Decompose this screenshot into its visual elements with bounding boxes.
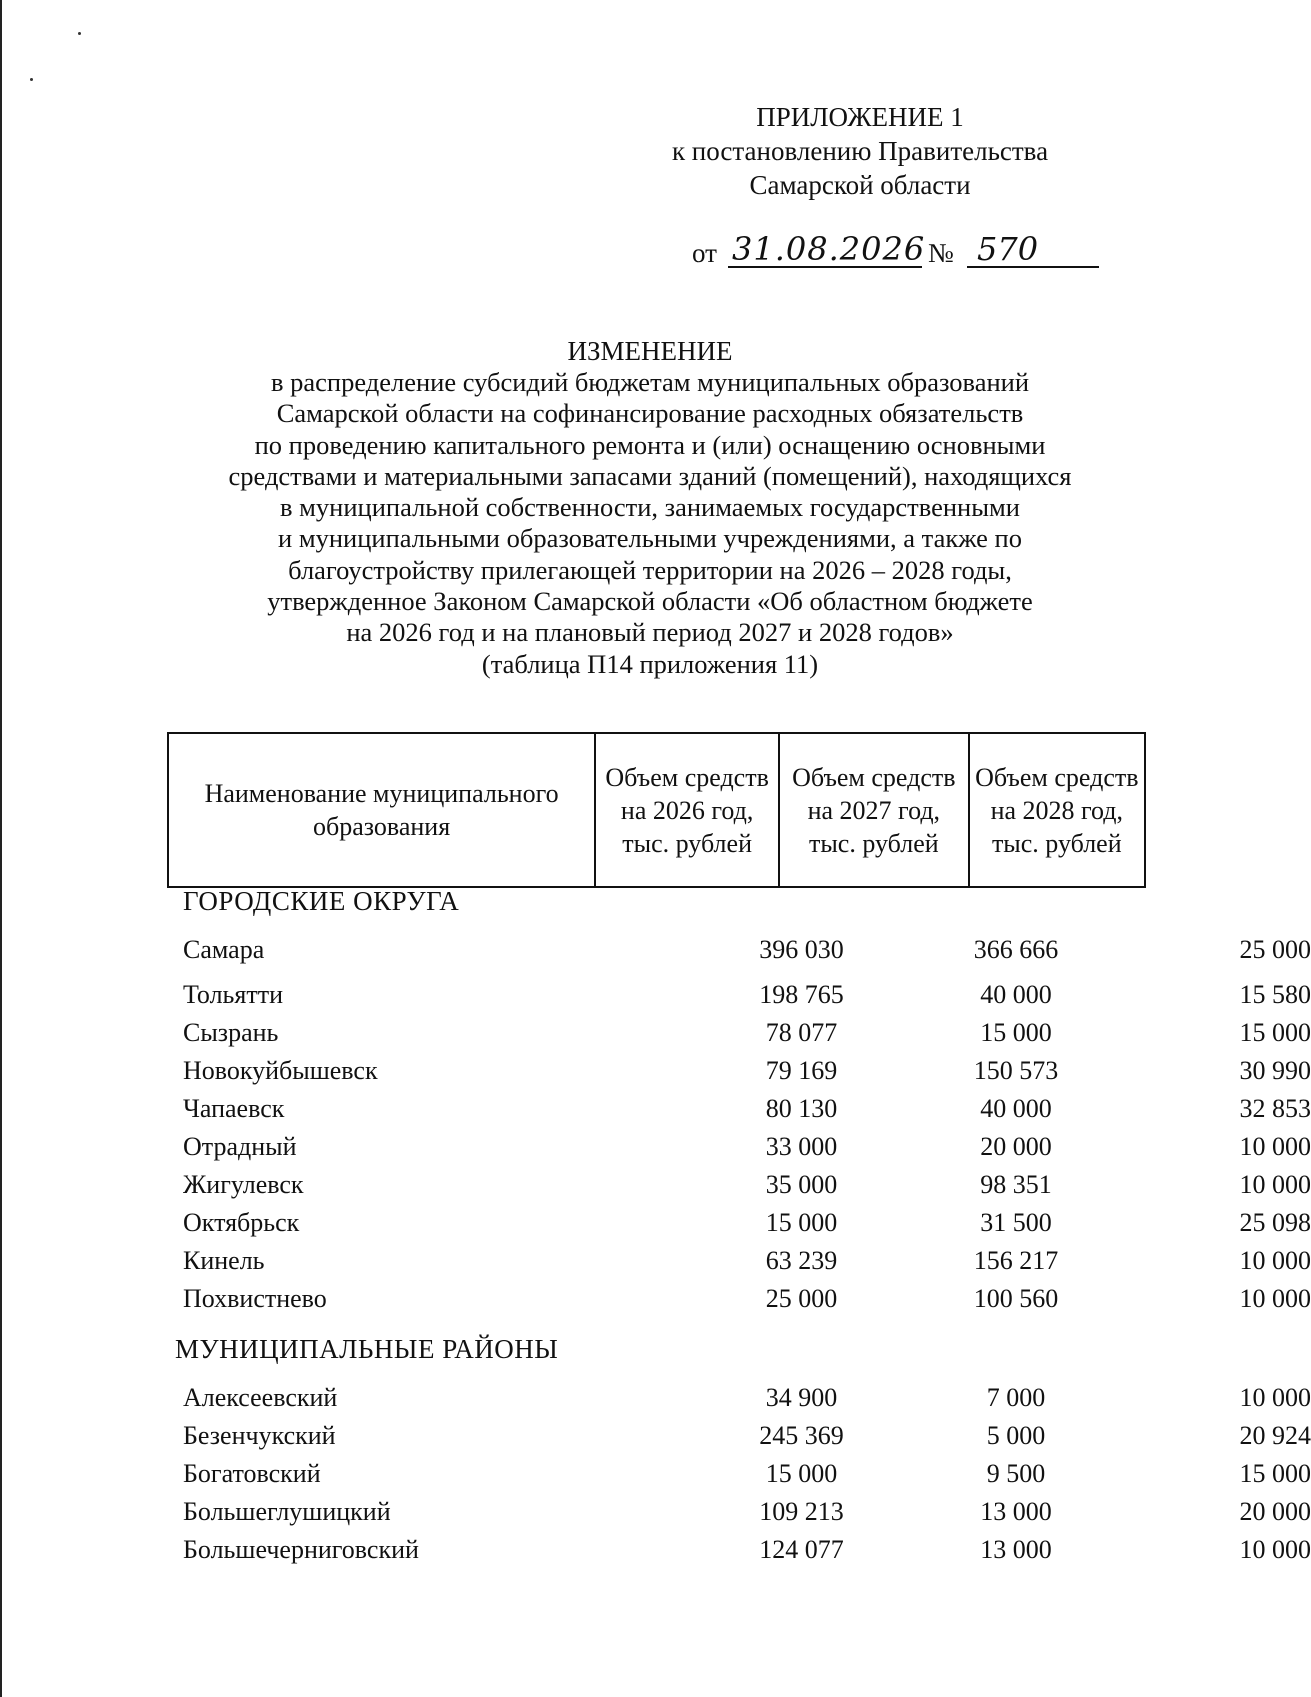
subtitle-line: утвержденное Законом Самарской области «Об областном бюджете <box>267 586 1033 617</box>
value-2026: 109 213 <box>759 1497 844 1526</box>
value-2026: 198 765 <box>759 980 844 1009</box>
municipality-name: Похвистнево <box>183 1284 327 1313</box>
table-row <box>183 1495 1311 1529</box>
appendix-title: ПРИЛОЖЕНИЕ 1 <box>756 102 964 132</box>
municipality-name: Безенчукский <box>183 1421 336 1450</box>
subtitle-line: Самарской области на софинансирование расходных обязательств <box>276 398 1024 429</box>
municipality-name: Октябрьск <box>183 1208 300 1237</box>
section-municipal-districts: МУНИЦИПАЛЬНЫЕ РАЙОНЫ <box>175 1334 559 1364</box>
value-2027: 100 560 <box>973 1284 1059 1313</box>
value-2028: 10 000 <box>1239 1383 1311 1412</box>
value-2028: 32 853 <box>1239 1094 1311 1123</box>
section-city-districts: ГОРОДСКИЕ ОКРУГА <box>183 886 460 916</box>
value-2027: 20 000 <box>980 1132 1052 1161</box>
subtitle-line: благоустройству прилегающей территории на 2026 – 2028 годы, <box>288 554 1012 585</box>
subtitle-line: по проведению капитального ремонта и (или) оснащению основными <box>254 429 1046 460</box>
value-2027: 366 666 <box>973 935 1059 964</box>
subtitle-line: в распределение субсидий бюджетам муниципальных образований <box>270 367 1030 397</box>
header-2027: Объем средств на 2027 год, тыс. рублей <box>779 733 969 887</box>
value-2027: 13 000 <box>980 1497 1052 1526</box>
table-row <box>183 1244 1311 1278</box>
value-2027: 15 000 <box>980 1018 1052 1047</box>
value-2027: 9 500 <box>986 1459 1046 1488</box>
value-2028: 10 000 <box>1239 1535 1311 1564</box>
value-2027: 40 000 <box>980 1094 1052 1123</box>
value-2027: 13 000 <box>980 1535 1052 1564</box>
municipality-name: Жигулевск <box>183 1170 304 1199</box>
value-2026: 79 169 <box>765 1056 838 1085</box>
municipality-name: Тольятти <box>183 980 284 1009</box>
decree-prefix: от <box>692 238 717 268</box>
table-row <box>183 1054 1311 1088</box>
value-2026: 33 000 <box>765 1132 838 1161</box>
table-row <box>183 1168 1311 1202</box>
municipality-name: Сызрань <box>183 1018 279 1047</box>
table-row <box>183 1130 1311 1164</box>
decree-line <box>692 232 1102 272</box>
municipality-name: Самара <box>183 935 265 964</box>
value-2028: 20 000 <box>1239 1497 1311 1526</box>
municipality-name: Отрадный <box>183 1132 297 1161</box>
value-2027: 98 351 <box>980 1170 1052 1199</box>
value-2027: 40 000 <box>980 980 1052 1009</box>
value-2028: 10 000 <box>1239 1246 1311 1275</box>
table-row <box>183 1533 1311 1567</box>
page-edge <box>0 0 2 1697</box>
table-row <box>183 1092 1311 1126</box>
table-row <box>183 1457 1311 1491</box>
municipality-name: Богатовский <box>183 1459 321 1488</box>
header-2026: Объем средств на 2026 год, тыс. рублей <box>595 733 779 887</box>
table-row <box>183 1206 1311 1240</box>
value-2027: 7 000 <box>986 1383 1046 1412</box>
scan-speck <box>30 78 33 81</box>
allocation-table-header <box>167 732 1146 888</box>
appendix-ref: к постановлению Правительства <box>671 136 1049 166</box>
subtitle-line: средствами и материальными запасами зданий (помещений), находящихся <box>228 460 1072 491</box>
table-row <box>183 1381 1311 1415</box>
value-2028: 25 098 <box>1239 1208 1311 1237</box>
subtitle-line: в муниципальной собственности, занимаемых государственными <box>280 492 1020 523</box>
value-2026: 15 000 <box>765 1208 838 1237</box>
value-2027: 5 000 <box>986 1421 1046 1450</box>
header-2028: Объем средств на 2028 год, тыс. рублей <box>969 733 1145 887</box>
value-2028: 30 990 <box>1239 1056 1311 1085</box>
value-2028: 15 000 <box>1239 1018 1311 1047</box>
value-2028: 15 000 <box>1239 1459 1311 1488</box>
subtitle-line: на 2026 год и на плановый период 2027 и 2028 годов» <box>346 617 954 648</box>
table-row <box>183 1016 1311 1050</box>
value-2026: 15 000 <box>765 1459 838 1488</box>
value-2028: 15 580 <box>1239 980 1311 1009</box>
value-2026: 25 000 <box>765 1284 838 1313</box>
appendix-region: Самарской области <box>749 170 971 200</box>
decree-number-sign: № <box>928 238 954 268</box>
decree-number: 570 <box>967 232 1099 268</box>
value-2026: 396 030 <box>759 935 844 964</box>
header-municipality: Наименование муниципального образования <box>168 733 595 887</box>
subtitle-line: (таблица П14 приложения 11) <box>481 648 819 679</box>
municipality-name: Большеглушицкий <box>183 1497 391 1526</box>
table-row <box>183 978 1311 1012</box>
table-row <box>183 933 1311 967</box>
value-2028: 25 000 <box>1239 935 1311 964</box>
value-2028: 10 000 <box>1239 1132 1311 1161</box>
value-2028: 10 000 <box>1239 1284 1311 1313</box>
value-2027: 156 217 <box>973 1246 1059 1275</box>
value-2026: 35 000 <box>765 1170 838 1199</box>
municipality-name: Большечерниговский <box>183 1535 419 1564</box>
scan-speck <box>78 32 81 35</box>
document-title: ИЗМЕНЕНИЕ <box>567 336 733 366</box>
appendix-header <box>640 100 1080 202</box>
decree-date: 31.08.2026 <box>728 232 922 268</box>
value-2028: 20 924 <box>1239 1421 1311 1450</box>
document-subtitle <box>150 367 1150 680</box>
value-2026: 80 130 <box>765 1094 838 1123</box>
table-row <box>183 1419 1311 1453</box>
value-2026: 78 077 <box>765 1018 838 1047</box>
value-2028: 10 000 <box>1239 1170 1311 1199</box>
value-2026: 34 900 <box>765 1383 838 1412</box>
municipality-name: Алексеевский <box>183 1383 338 1412</box>
value-2026: 63 239 <box>765 1246 838 1275</box>
municipality-name: Кинель <box>183 1246 265 1275</box>
subtitle-line: и муниципальными образовательными учреждениями, а также по <box>278 523 1022 554</box>
value-2026: 245 369 <box>759 1421 844 1450</box>
value-2027: 150 573 <box>973 1056 1059 1085</box>
value-2026: 124 077 <box>759 1535 844 1564</box>
table-header-row <box>168 733 1145 887</box>
municipality-name: Новокуйбышевск <box>183 1056 378 1085</box>
value-2027: 31 500 <box>980 1208 1052 1237</box>
municipality-name: Чапаевск <box>183 1094 285 1123</box>
table-row <box>183 1282 1311 1316</box>
